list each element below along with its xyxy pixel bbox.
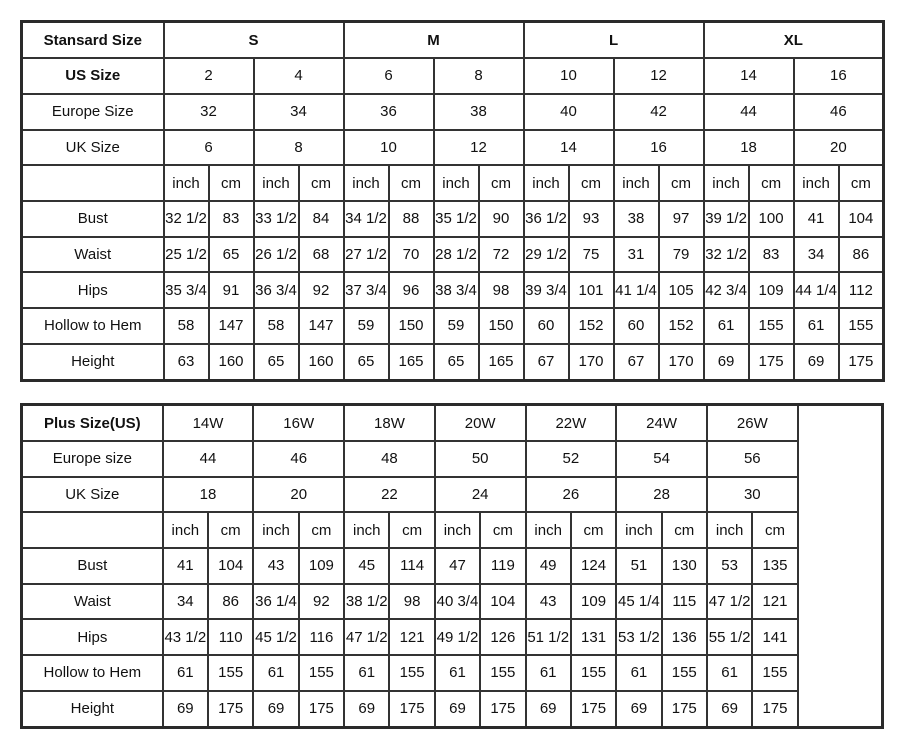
uk-size-value: 20: [253, 477, 344, 513]
measurement-value: 69: [344, 691, 389, 728]
measurement-value: 93: [569, 201, 614, 237]
europe-size-row: [22, 94, 884, 130]
measurement-value: 121: [389, 619, 434, 655]
measurement-value: 31: [614, 237, 659, 273]
unit-cm: cm: [479, 165, 524, 201]
empty-column: [798, 405, 883, 728]
unit-cm: cm: [480, 512, 525, 548]
measurement-value: 135: [752, 548, 797, 584]
unit-inch: inch: [707, 512, 752, 548]
measurement-value: 44 1/4: [794, 272, 839, 308]
measurement-value: 36 3/4: [254, 272, 299, 308]
measurement-value: 29 1/2: [524, 237, 569, 273]
measurement-value: 45 1/4: [616, 584, 661, 620]
measurement-value: 147: [209, 308, 254, 344]
measurement-value: 160: [209, 344, 254, 381]
plus-size-value: 20W: [435, 405, 526, 442]
us-size-value: 4: [254, 58, 344, 94]
us-size-value: 6: [344, 58, 434, 94]
unit-inch: inch: [164, 165, 209, 201]
uk-size-value: 18: [704, 130, 794, 166]
measurement-value: 61: [704, 308, 749, 344]
measurement-value: 70: [389, 237, 434, 273]
measurement-value: 39 3/4: [524, 272, 569, 308]
measurement-value: 36 1/4: [253, 584, 298, 620]
unit-cm: cm: [659, 165, 704, 201]
measurement-value: 69: [707, 691, 752, 728]
measurement-value: 92: [299, 584, 344, 620]
uk-size-value: 26: [526, 477, 617, 513]
measurement-value: 49: [526, 548, 571, 584]
measurement-value: 58: [164, 308, 209, 344]
measurement-value: 38 1/2: [344, 584, 389, 620]
measurement-value: 147: [299, 308, 344, 344]
measurement-value: 68: [299, 237, 344, 273]
measurement-value: 36 1/2: [524, 201, 569, 237]
size-letter: S: [164, 22, 344, 59]
plus-size-table: [20, 403, 884, 729]
plus-unit-row: [22, 512, 883, 548]
measurement-value: 155: [389, 655, 434, 691]
measurement-value: 175: [839, 344, 884, 381]
measurement-value: 116: [299, 619, 344, 655]
plus-uk-size-row: [22, 477, 883, 513]
measurement-value: 90: [479, 201, 524, 237]
standard-size-title: Stansard Size: [22, 22, 164, 59]
uk-size-label: UK Size: [22, 477, 163, 513]
measurement-value: 84: [299, 201, 344, 237]
unit-row-label: [22, 512, 163, 548]
measurement-value: 105: [659, 272, 704, 308]
uk-size-value: 10: [344, 130, 434, 166]
measurement-value: 67: [524, 344, 569, 381]
unit-cm: cm: [299, 512, 344, 548]
measurement-value: 69: [253, 691, 298, 728]
measurement-value: 61: [794, 308, 839, 344]
plus-size-value: 26W: [707, 405, 798, 442]
measurement-value: 69: [794, 344, 839, 381]
measurement-value: 34 1/2: [344, 201, 389, 237]
unit-inch: inch: [253, 512, 298, 548]
measurement-value: 100: [749, 201, 794, 237]
measurement-value: 86: [839, 237, 884, 273]
measurement-value: 25 1/2: [164, 237, 209, 273]
measurement-value: 155: [480, 655, 525, 691]
measurement-value: 155: [839, 308, 884, 344]
measurement-label: Height: [22, 344, 164, 381]
measurement-value: 35 3/4: [164, 272, 209, 308]
unit-inch: inch: [434, 165, 479, 201]
measurement-value: 55 1/2: [707, 619, 752, 655]
uk-size-value: 16: [614, 130, 704, 166]
us-size-value: 8: [434, 58, 524, 94]
measurement-value: 152: [569, 308, 614, 344]
measurement-value: 65: [254, 344, 299, 381]
measurement-value: 47 1/2: [707, 584, 752, 620]
measurement-value: 60: [614, 308, 659, 344]
measurement-value: 165: [479, 344, 524, 381]
measurement-value: 69: [704, 344, 749, 381]
measurement-value: 69: [435, 691, 480, 728]
measurement-value: 34: [163, 584, 208, 620]
measurement-value: 126: [480, 619, 525, 655]
measurement-value: 96: [389, 272, 434, 308]
europe-size-label: Europe size: [22, 441, 163, 477]
measurement-value: 61: [526, 655, 571, 691]
uk-size-value: 30: [707, 477, 798, 513]
europe-size-value: 50: [435, 441, 526, 477]
plus-size-value: 18W: [344, 405, 435, 442]
us-size-row: [22, 58, 884, 94]
measurement-value: 42 3/4: [704, 272, 749, 308]
uk-size-value: 18: [163, 477, 254, 513]
measurement-value: 175: [208, 691, 253, 728]
measurement-value: 104: [480, 584, 525, 620]
plus-measurement-row: [22, 619, 883, 655]
uk-size-value: 8: [254, 130, 344, 166]
measurement-value: 63: [164, 344, 209, 381]
measurement-value: 49 1/2: [435, 619, 480, 655]
measurement-label: Hips: [22, 272, 164, 308]
measurement-value: 60: [524, 308, 569, 344]
measurement-label: Height: [22, 691, 163, 728]
measurement-label: Hips: [22, 619, 163, 655]
unit-inch: inch: [616, 512, 661, 548]
plus-size-header-row: [22, 405, 883, 442]
standard-size-table: [20, 20, 885, 382]
measurement-value: 155: [662, 655, 707, 691]
unit-cm: cm: [208, 512, 253, 548]
measurement-value: 27 1/2: [344, 237, 389, 273]
measurement-value: 101: [569, 272, 614, 308]
measurement-value: 61: [616, 655, 661, 691]
measurement-value: 65: [434, 344, 479, 381]
unit-row: [22, 165, 884, 201]
plus-measurement-row: [22, 691, 883, 728]
measurement-value: 114: [389, 548, 434, 584]
measurement-value: 32 1/2: [704, 237, 749, 273]
uk-size-value: 6: [164, 130, 254, 166]
measurement-row: [22, 272, 884, 308]
plus-size-title: Plus Size(US): [22, 405, 163, 442]
measurement-value: 47: [435, 548, 480, 584]
measurement-value: 175: [389, 691, 434, 728]
measurement-value: 65: [344, 344, 389, 381]
measurement-value: 150: [389, 308, 434, 344]
measurement-value: 65: [209, 237, 254, 273]
measurement-value: 109: [571, 584, 616, 620]
measurement-value: 67: [614, 344, 659, 381]
measurement-value: 86: [208, 584, 253, 620]
measurement-value: 98: [389, 584, 434, 620]
measurement-value: 170: [569, 344, 614, 381]
europe-size-value: 56: [707, 441, 798, 477]
measurement-label: Bust: [22, 548, 163, 584]
measurement-value: 32 1/2: [164, 201, 209, 237]
unit-cm: cm: [209, 165, 254, 201]
measurement-label: Hollow to Hem: [22, 308, 164, 344]
unit-cm: cm: [299, 165, 344, 201]
us-size-value: 16: [794, 58, 884, 94]
plus-size-value: 16W: [253, 405, 344, 442]
measurement-value: 175: [662, 691, 707, 728]
size-header-row: [22, 22, 884, 59]
measurement-value: 59: [344, 308, 389, 344]
measurement-value: 37 3/4: [344, 272, 389, 308]
unit-inch: inch: [704, 165, 749, 201]
size-letter: L: [524, 22, 704, 59]
unit-inch: inch: [344, 512, 389, 548]
uk-size-value: 22: [344, 477, 435, 513]
measurement-value: 124: [571, 548, 616, 584]
us-size-value: 10: [524, 58, 614, 94]
measurement-value: 83: [209, 201, 254, 237]
measurement-value: 83: [749, 237, 794, 273]
unit-cm: cm: [571, 512, 616, 548]
measurement-value: 53: [707, 548, 752, 584]
measurement-value: 136: [662, 619, 707, 655]
measurement-value: 91: [209, 272, 254, 308]
uk-size-value: 28: [616, 477, 707, 513]
measurement-value: 175: [571, 691, 616, 728]
measurement-value: 47 1/2: [344, 619, 389, 655]
measurement-value: 61: [163, 655, 208, 691]
measurement-value: 88: [389, 201, 434, 237]
measurement-value: 61: [707, 655, 752, 691]
size-letter: XL: [704, 22, 884, 59]
measurement-value: 43: [526, 584, 571, 620]
measurement-value: 69: [616, 691, 661, 728]
measurement-value: 79: [659, 237, 704, 273]
measurement-value: 109: [749, 272, 794, 308]
measurement-value: 34: [794, 237, 839, 273]
measurement-value: 41 1/4: [614, 272, 659, 308]
measurement-value: 109: [299, 548, 344, 584]
measurement-row: [22, 201, 884, 237]
unit-cm: cm: [389, 512, 434, 548]
measurement-value: 38 3/4: [434, 272, 479, 308]
measurement-value: 152: [659, 308, 704, 344]
plus-measurement-row: [22, 584, 883, 620]
uk-size-value: 14: [524, 130, 614, 166]
uk-size-row: [22, 130, 884, 166]
europe-size-label: Europe Size: [22, 94, 164, 130]
unit-cm: cm: [752, 512, 797, 548]
europe-size-value: 32: [164, 94, 254, 130]
plus-measurement-row: [22, 655, 883, 691]
measurement-value: 104: [208, 548, 253, 584]
europe-size-value: 42: [614, 94, 704, 130]
plus-europe-size-row: [22, 441, 883, 477]
europe-size-value: 36: [344, 94, 434, 130]
europe-size-value: 52: [526, 441, 617, 477]
measurement-value: 59: [434, 308, 479, 344]
europe-size-value: 54: [616, 441, 707, 477]
unit-cm: cm: [389, 165, 434, 201]
measurement-value: 69: [163, 691, 208, 728]
europe-size-value: 38: [434, 94, 524, 130]
measurement-value: 119: [480, 548, 525, 584]
measurement-value: 155: [208, 655, 253, 691]
measurement-label: Hollow to Hem: [22, 655, 163, 691]
measurement-value: 130: [662, 548, 707, 584]
europe-size-value: 46: [794, 94, 884, 130]
unit-inch: inch: [794, 165, 839, 201]
measurement-value: 53 1/2: [616, 619, 661, 655]
measurement-value: 28 1/2: [434, 237, 479, 273]
plus-size-value: 24W: [616, 405, 707, 442]
measurement-value: 175: [752, 691, 797, 728]
uk-size-label: UK Size: [22, 130, 164, 166]
measurement-value: 51 1/2: [526, 619, 571, 655]
uk-size-value: 20: [794, 130, 884, 166]
measurement-value: 41: [794, 201, 839, 237]
measurement-value: 75: [569, 237, 614, 273]
europe-size-value: 48: [344, 441, 435, 477]
measurement-value: 43: [253, 548, 298, 584]
uk-size-value: 24: [435, 477, 526, 513]
measurement-row: [22, 344, 884, 381]
plus-size-value: 14W: [163, 405, 254, 442]
measurement-value: 61: [344, 655, 389, 691]
measurement-value: 26 1/2: [254, 237, 299, 273]
plus-measurement-row: [22, 548, 883, 584]
us-size-label: US Size: [22, 58, 164, 94]
unit-inch: inch: [526, 512, 571, 548]
unit-inch: inch: [524, 165, 569, 201]
measurement-value: 97: [659, 201, 704, 237]
measurement-value: 150: [479, 308, 524, 344]
measurement-value: 165: [389, 344, 434, 381]
measurement-value: 58: [254, 308, 299, 344]
uk-size-value: 12: [434, 130, 524, 166]
measurement-value: 112: [839, 272, 884, 308]
measurement-value: 51: [616, 548, 661, 584]
measurement-value: 155: [749, 308, 794, 344]
measurement-row: [22, 237, 884, 273]
unit-row-label: [22, 165, 164, 201]
us-size-value: 14: [704, 58, 794, 94]
measurement-value: 33 1/2: [254, 201, 299, 237]
measurement-value: 35 1/2: [434, 201, 479, 237]
measurement-value: 104: [839, 201, 884, 237]
measurement-value: 72: [479, 237, 524, 273]
measurement-value: 69: [526, 691, 571, 728]
europe-size-value: 40: [524, 94, 614, 130]
measurement-value: 45 1/2: [253, 619, 298, 655]
measurement-value: 61: [435, 655, 480, 691]
us-size-value: 2: [164, 58, 254, 94]
measurement-value: 170: [659, 344, 704, 381]
measurement-label: Waist: [22, 237, 164, 273]
europe-size-value: 46: [253, 441, 344, 477]
europe-size-value: 44: [163, 441, 254, 477]
measurement-row: [22, 308, 884, 344]
size-letter: M: [344, 22, 524, 59]
measurement-value: 45: [344, 548, 389, 584]
measurement-value: 92: [299, 272, 344, 308]
measurement-label: Bust: [22, 201, 164, 237]
measurement-value: 160: [299, 344, 344, 381]
measurement-value: 39 1/2: [704, 201, 749, 237]
measurement-value: 43 1/2: [163, 619, 208, 655]
unit-inch: inch: [614, 165, 659, 201]
measurement-value: 175: [480, 691, 525, 728]
unit-cm: cm: [749, 165, 794, 201]
measurement-value: 40 3/4: [435, 584, 480, 620]
unit-inch: inch: [344, 165, 389, 201]
measurement-value: 38: [614, 201, 659, 237]
unit-inch: inch: [254, 165, 299, 201]
measurement-value: 110: [208, 619, 253, 655]
europe-size-value: 34: [254, 94, 344, 130]
measurement-value: 115: [662, 584, 707, 620]
europe-size-value: 44: [704, 94, 794, 130]
unit-cm: cm: [662, 512, 707, 548]
measurement-value: 175: [749, 344, 794, 381]
measurement-value: 121: [752, 584, 797, 620]
unit-cm: cm: [839, 165, 884, 201]
unit-inch: inch: [435, 512, 480, 548]
unit-cm: cm: [569, 165, 614, 201]
unit-inch: inch: [163, 512, 208, 548]
measurement-value: 175: [299, 691, 344, 728]
measurement-value: 41: [163, 548, 208, 584]
measurement-value: 98: [479, 272, 524, 308]
measurement-value: 61: [253, 655, 298, 691]
measurement-value: 141: [752, 619, 797, 655]
measurement-value: 131: [571, 619, 616, 655]
measurement-value: 155: [752, 655, 797, 691]
measurement-value: 155: [299, 655, 344, 691]
measurement-label: Waist: [22, 584, 163, 620]
measurement-value: 155: [571, 655, 616, 691]
us-size-value: 12: [614, 58, 704, 94]
plus-size-value: 22W: [526, 405, 617, 442]
